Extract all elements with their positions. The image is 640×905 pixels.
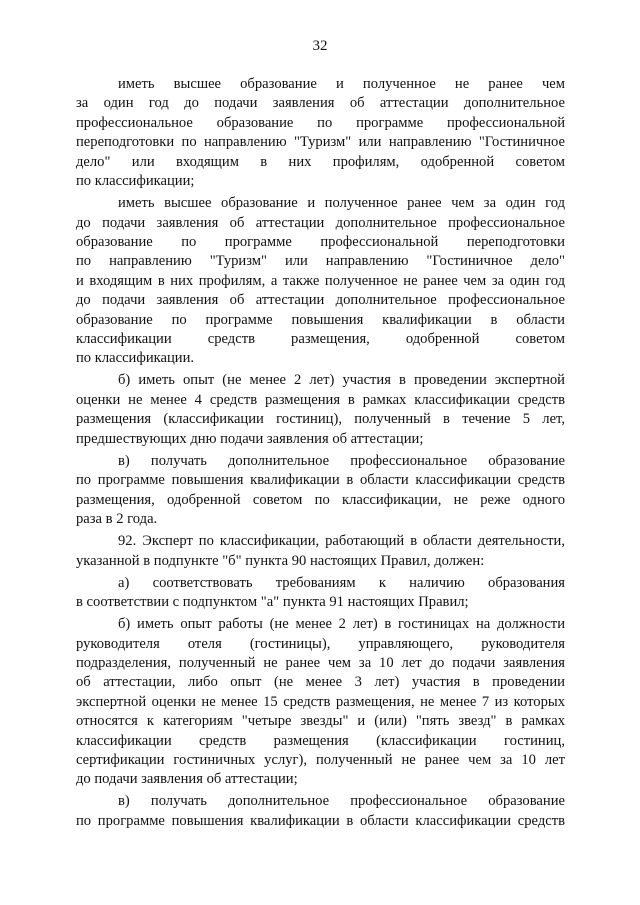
- text-line: профессиональное образование по программе профессиональной: [76, 114, 565, 131]
- text-line: в) получать дополнительное профессиональное образование: [118, 793, 565, 810]
- document-body: [76, 75, 565, 834]
- text-line: по классификации.: [76, 350, 195, 367]
- text-line: оценки не менее 4 средств размещения в рамках классификации средств: [76, 391, 565, 408]
- text-line: за один год до подачи заявления об аттестации дополнительное: [76, 95, 565, 112]
- text-line: указанной в подпункте "б" пункта 90 настоящих Правил, должен:: [76, 552, 485, 569]
- text-line: 92. Эксперт по классификации, работающий в области деятельности,: [118, 533, 565, 550]
- text-line: образование по программе профессиональной переподготовки: [76, 233, 565, 250]
- paragraph: [76, 615, 565, 790]
- text-line: размещения (классификации гостиниц), полученный в течение 5 лет,: [76, 411, 565, 428]
- text-line: переподготовки по направлению "Туризм" или направлению "Гостиничное: [76, 134, 565, 151]
- paragraph: [76, 532, 565, 571]
- text-line: и входящим в них профилям, а также полученное не ранее чем за один год: [76, 272, 565, 289]
- paragraph: [76, 792, 565, 831]
- text-line: предшествующих дню подачи заявления об аттестации;: [76, 430, 424, 447]
- text-line: до подачи заявления об аттестации;: [76, 771, 298, 788]
- page-number: 32: [312, 38, 328, 54]
- text-line: а) соответствовать требованиям к наличию образования: [118, 574, 565, 591]
- text-line: дело" или входящим в них профилям, одобренной советом: [76, 153, 565, 170]
- paragraph: [76, 371, 565, 449]
- text-line: классификации средств размещения (классификации гостиниц,: [76, 732, 565, 749]
- paragraph: [76, 452, 565, 530]
- text-line: размещения, одобренной советом по классификации, не реже одного: [76, 491, 565, 508]
- text-line: сертификации гостиничных услуг), полученный не ранее чем за 10 лет: [76, 751, 565, 768]
- text-line: по классификации;: [76, 173, 195, 190]
- text-line: по направлению "Туризм" или направлению "Гостиничное дело": [76, 253, 565, 270]
- text-line: до подачи заявления об аттестации дополнительное профессиональное: [76, 214, 565, 231]
- text-line: образование по программе повышения квалификации в области: [76, 311, 565, 328]
- text-line: б) иметь опыт работы (не менее 2 лет) в гостиницах на должности: [118, 616, 565, 633]
- text-line: классификации средств размещения, одобренной советом: [76, 330, 565, 347]
- text-line: руководителя отеля (гостиницы), управляющего, руководителя: [76, 635, 565, 652]
- text-line: экспертной оценки не менее 15 средств размещения, не менее 7 из которых: [76, 693, 565, 710]
- paragraph: [76, 574, 565, 613]
- text-line: по программе повышения квалификации в области классификации средств: [76, 472, 565, 489]
- text-line: до подачи заявления об аттестации дополнительное профессиональное: [76, 292, 565, 309]
- paragraph: [76, 75, 565, 191]
- text-line: иметь высшее образование и полученное ранее чем за один год: [118, 195, 565, 212]
- text-line: б) иметь опыт (не менее 2 лет) участия в проведении экспертной: [118, 372, 565, 389]
- text-line: относятся к категориям "четыре звезды" и (или) "пять звезд" в рамках: [76, 713, 565, 730]
- text-line: об аттестации, либо опыт (не менее 3 лет) участия в проведении: [76, 674, 565, 691]
- text-line: в соответствии с подпунктом "а" пункта 91 настоящих Правил;: [76, 594, 469, 610]
- paragraph: [76, 194, 565, 369]
- text-line: раза в 2 года.: [76, 511, 158, 527]
- text-line: подразделения, полученный не ранее чем за 10 лет до подачи заявления: [76, 654, 565, 671]
- text-line: по программе повышения квалификации в области классификации средств: [76, 812, 565, 829]
- text-line: иметь высшее образование и полученное не ранее чем: [118, 76, 565, 92]
- text-line: в) получать дополнительное профессиональное образование: [118, 452, 565, 469]
